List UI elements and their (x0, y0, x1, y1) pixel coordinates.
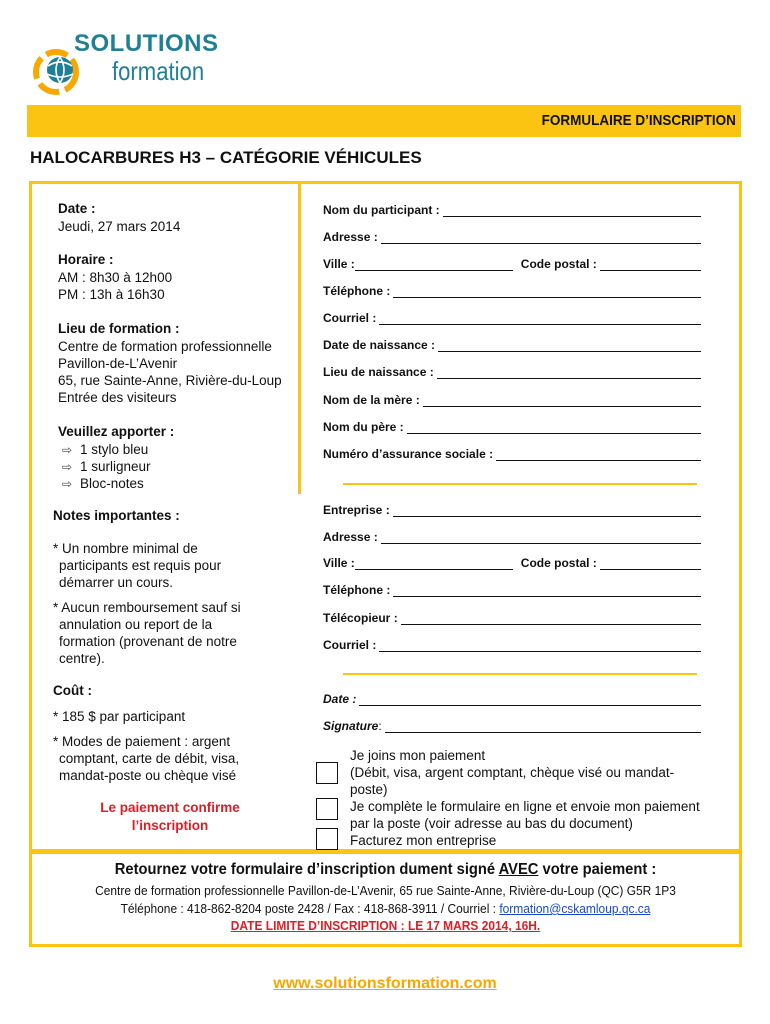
course-title: HALOCARBURES H3 – CATÉGORIE VÉHICULES (30, 148, 422, 167)
logo-text-solutions: SOLUTIONS (74, 30, 219, 57)
cout-label: Coût : (53, 683, 92, 698)
field-nom-mere[interactable]: Nom de la mère : (323, 390, 701, 407)
section-separator (343, 483, 697, 485)
list-item: ⇨ 1 stylo bleu (62, 442, 149, 457)
checkbox-facturez-entreprise[interactable] (316, 828, 338, 850)
footer-address: Centre de formation professionnelle Pavillon-de-L’Avenir, 65 rue Sainte-Anne, Rivière-du-Loup (QC) G5R 1P3 (95, 883, 676, 898)
website-link[interactable]: www.solutionsformation.com (273, 975, 497, 992)
field-courriel-entreprise[interactable]: Courriel : (323, 635, 701, 652)
notes-label: Notes importantes : (53, 508, 180, 523)
paiement-note: l’inscription (131, 818, 209, 833)
cout-line: comptant, carte de débit, visa, (59, 751, 240, 766)
note-line: annulation ou report de la (59, 617, 213, 632)
option-text: Facturez mon entreprise (350, 833, 497, 848)
field-adresse-entreprise[interactable]: Adresse : (323, 527, 701, 544)
email-link[interactable]: formation@cskamloup.qc.ca (499, 901, 651, 916)
field-date[interactable]: Date : (323, 689, 701, 706)
form-title: FORMULAIRE D’INSCRIPTION (541, 112, 736, 129)
footer-deadline: DATE LIMITE D’INSCRIPTION : LE 17 MARS 2014, 16H. (230, 918, 541, 933)
field-entreprise[interactable]: Entreprise : (323, 500, 701, 517)
lieu-line: Centre de formation professionnelle (58, 339, 272, 354)
lieu-label: Lieu de formation : (58, 321, 180, 336)
field-lieu-naissance[interactable]: Lieu de naissance : (323, 362, 701, 379)
logo-text-formation: formation (112, 56, 205, 86)
field-nom-pere[interactable]: Nom du père : (323, 417, 701, 434)
arrow-right-icon: ⇨ (62, 477, 73, 491)
field-telecopieur[interactable]: Télécopieur : (323, 608, 701, 625)
lieu-line: 65, rue Sainte-Anne, Rivière-du-Loup (58, 373, 282, 388)
list-item: ⇨ 1 surligneur (62, 459, 151, 474)
note-line: participants est requis pour (59, 558, 222, 573)
arrow-right-icon: ⇨ (62, 443, 73, 457)
option-text: Je complète le formulaire en ligne et envoie mon paiement (350, 799, 700, 814)
field-nas[interactable]: Numéro d’assurance sociale : (323, 444, 701, 461)
date-value: Jeudi, 27 mars 2014 (58, 219, 181, 234)
cout-line: * 185 $ par participant (53, 709, 186, 724)
date-label: Date : (58, 201, 96, 216)
lieu-line: Pavillon-de-L’Avenir (58, 356, 178, 371)
note-line: formation (provenant de notre (59, 634, 237, 649)
field-telephone[interactable]: Téléphone : (323, 281, 701, 298)
field-courriel[interactable]: Courriel : (323, 308, 701, 325)
field-ville-entreprise[interactable]: Ville : Code postal : (323, 553, 701, 570)
field-date-naissance[interactable]: Date de naissance : (323, 335, 701, 352)
column-divider (298, 184, 301, 494)
field-ville[interactable]: Ville : Code postal : (323, 254, 701, 271)
checkbox-joins-paiement[interactable] (316, 762, 338, 784)
horaire-am: AM : 8h30 à 12h00 (58, 270, 173, 285)
note-line: centre). (59, 651, 105, 666)
option-text: poste) (350, 782, 388, 797)
horaire-label: Horaire : (58, 252, 114, 267)
cout-line: * Modes de paiement : argent (53, 734, 231, 749)
field-adresse[interactable]: Adresse : (323, 227, 701, 244)
checkbox-formulaire-en-ligne[interactable] (316, 798, 338, 820)
field-signature[interactable]: Signature : (323, 716, 701, 733)
lieu-line: Entrée des visiteurs (58, 390, 177, 405)
arrow-right-icon: ⇨ (62, 460, 73, 474)
field-participant[interactable]: Nom du participant : (323, 200, 701, 217)
cout-line: mandat-poste ou chèque visé (59, 768, 237, 783)
footer-contact: Téléphone : 418-862-8204 poste 2428 / Fax : 418-868-3911 / Courriel : formation@cskamloup.qc.ca (120, 901, 651, 916)
note-line: * Aucun remboursement sauf si (53, 600, 241, 615)
note-line: démarrer un cours. (59, 575, 174, 590)
horaire-pm: PM : 13h à 16h30 (58, 287, 165, 302)
footer-title: Retournez votre formulaire d’inscription dument signé AVEC votre paiement : (114, 861, 657, 878)
apporter-label: Veuillez apporter : (58, 424, 175, 439)
section-separator (343, 673, 697, 675)
option-text: par la poste (voir adresse au bas du document) (350, 816, 633, 831)
option-text: Je joins mon paiement (350, 748, 486, 763)
paiement-note: Le paiement confirme (100, 800, 240, 815)
note-line: * Un nombre minimal de (53, 541, 198, 556)
option-text: (Débit, visa, argent comptant, chèque visé ou mandat- (350, 765, 675, 780)
list-item: ⇨ Bloc-notes (62, 476, 144, 491)
field-telephone-entreprise[interactable]: Téléphone : (323, 580, 701, 597)
